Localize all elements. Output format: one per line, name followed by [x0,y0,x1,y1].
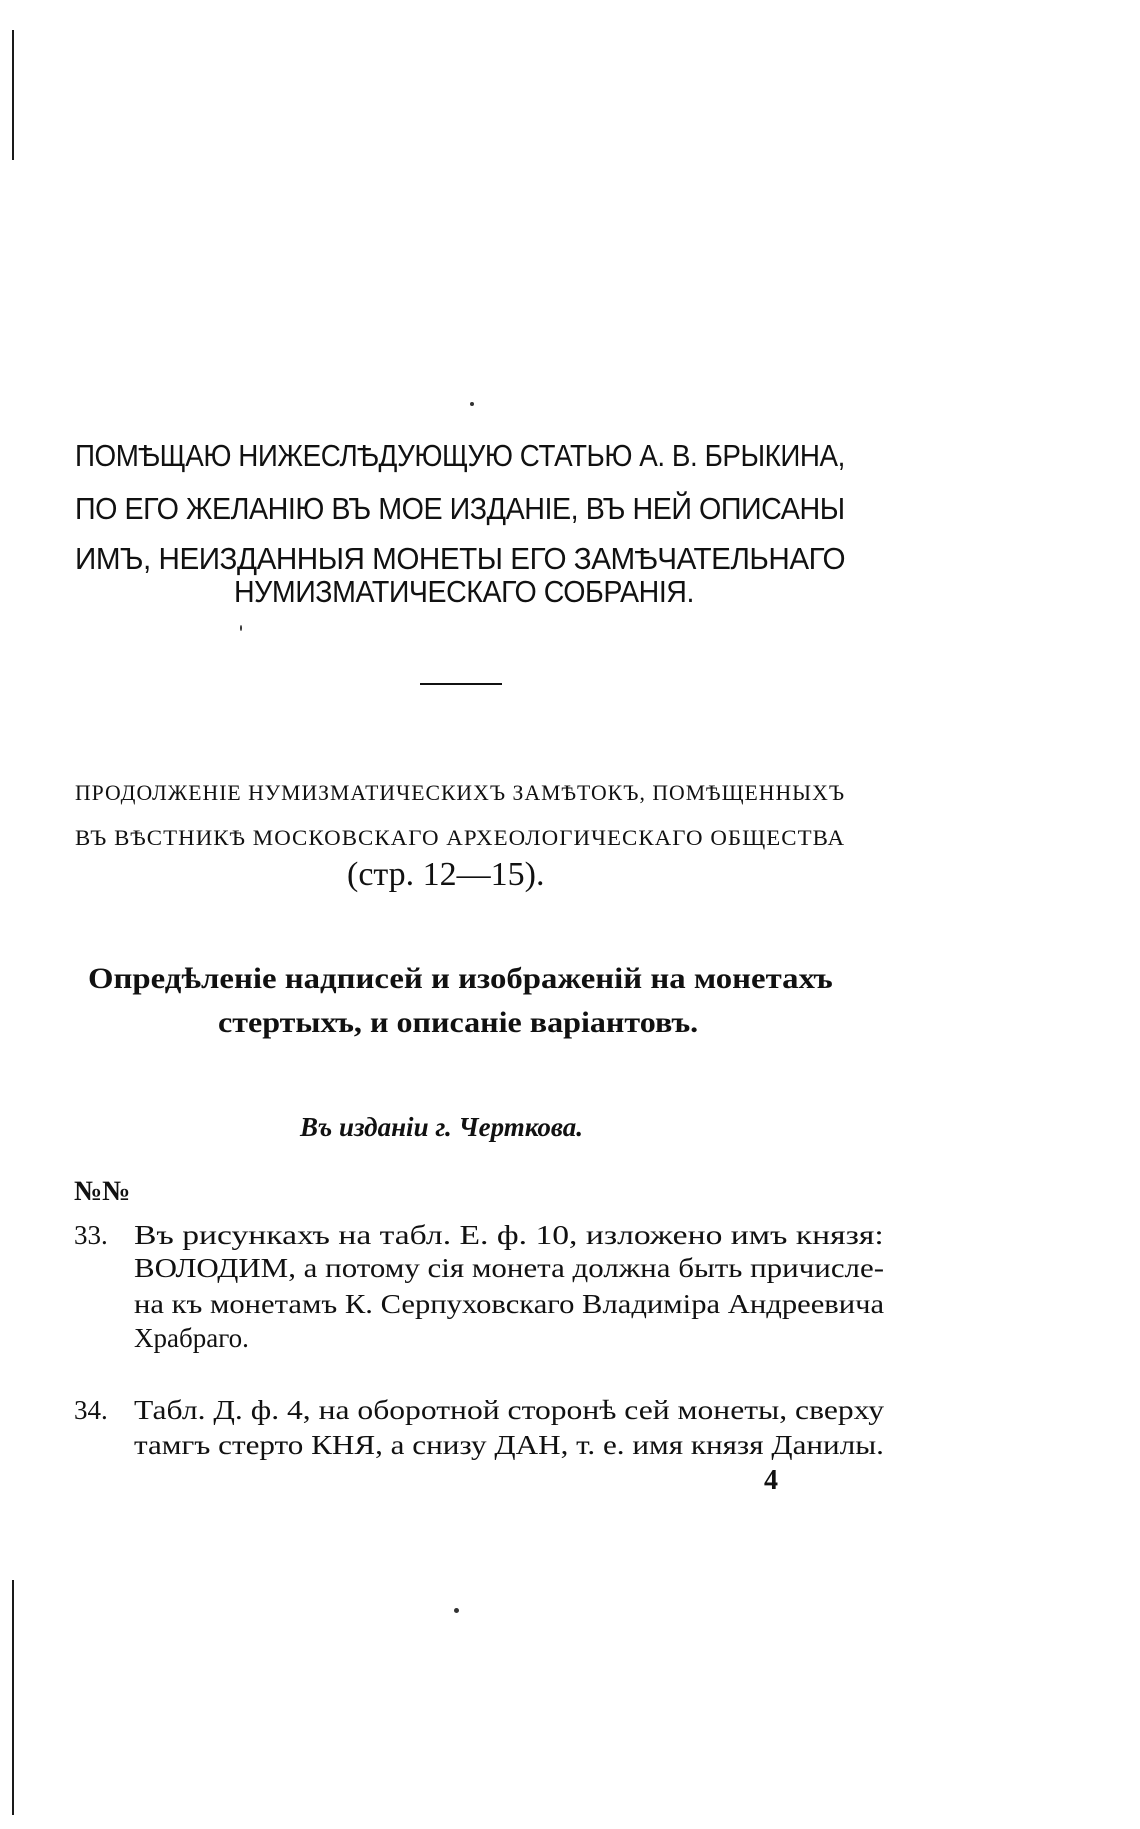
intro-line-2: ПО ЕГО ЖЕЛАНІЮ ВЪ МОЕ ИЗДАНІЕ, ВЪ НЕЙ ОПИСАНЫ [75,491,845,526]
scan-speck [454,1608,459,1613]
subheading: Въ изданіи г. Черткова. [300,1112,584,1142]
entry-33-line-4: Храбраго. [134,1323,249,1353]
numero-label: №№ [74,1176,131,1207]
scan-edge-bottom [12,1580,14,1815]
intro-line-3: ИМЪ, НЕИЗДАННЫЯ МОНЕТЫ ЕГО ЗАМѢЧАТЕЛЬНАГО [75,541,846,576]
intro-line-1: ПОМѢЩАЮ НИЖЕСЛѢДУЮЩУЮ СТАТЬЮ А. В. БРЫКИНА, [75,438,845,473]
scan-speck [240,625,242,631]
scan-speck [470,402,474,406]
section-heading-line-1: Опредѣленіе надписей и изображеній на монетахъ [88,962,833,995]
entry-34-number: 34. [74,1395,108,1425]
page-number: 4 [764,1465,778,1496]
entry-33-number: 33. [74,1220,108,1250]
continuation-pages: (стр. 12—15). [347,856,545,893]
continuation-line-1: ПРОДОЛЖЕНІЕ НУМИЗМАТИЧЕСКИХЪ ЗАМѢТОКЪ, ПОМѢЩЕННЫХЪ [75,780,846,805]
entry-34-line-2: тамгъ стерто КНЯ, а снизу ДАН, т. е. имя князя Данилы. [134,1430,884,1460]
divider-rule [420,683,502,685]
section-heading-line-2: стертыхъ, и описаніе варіантовъ. [218,1006,699,1039]
entry-33-line-2: ВОЛОДИМ, а потому сія монета должна быть причисле- [134,1253,885,1283]
entry-33-line-1: Въ рисункахъ на табл. Е. ф. 10, изложено имъ князя: [134,1220,884,1250]
scan-edge-top [12,30,14,160]
entry-34-line-1: Табл. Д. ф. 4, на оборотной сторонѣ сей монеты, сверху [134,1395,885,1425]
intro-line-4: НУМИЗМАТИЧЕСКАГО СОБРАНІЯ. [234,574,694,609]
continuation-line-2: ВЪ ВѢСТНИКѢ МОСКОВСКАГО АРХЕОЛОГИЧЕСКАГО ОБЩЕСТВА [75,825,846,850]
entry-33-line-3: на къ монетамъ К. Серпуховскаго Владиміра Андреевича [134,1289,885,1319]
